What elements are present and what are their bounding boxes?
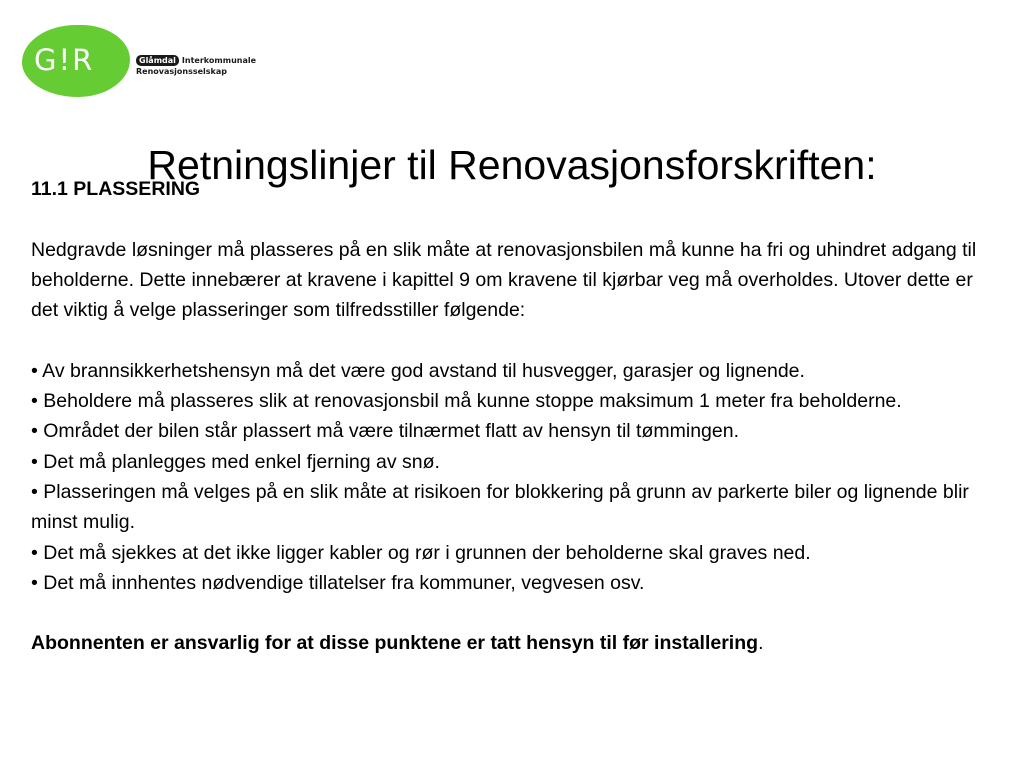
list-item-text: Området der bilen står plassert må være tilnærmet flatt av hensyn til tømmingen. <box>43 420 740 443</box>
spacer <box>31 325 991 355</box>
logo-company-name <box>136 55 256 77</box>
slide-title: Retningslinjer til Renovasjonsforskriften: <box>147 142 877 189</box>
list-item <box>31 568 991 598</box>
spacer <box>31 204 991 234</box>
list-item <box>31 416 991 446</box>
list-item-text: Av brannsikkerhetshensyn må det være god avstand til husvegger, garasjer og lignende. <box>42 359 805 382</box>
closing-statement <box>31 628 991 658</box>
logo-letters: G!R <box>34 43 95 77</box>
section-heading: 11.1 PLASSERING <box>31 178 201 200</box>
gir-logo <box>22 25 272 99</box>
list-item-text: Beholdere må plasseres slik at renovasjonsbil må kunne stoppe maksimum 1 meter fra beholderne. <box>43 390 902 413</box>
logo-line-1 <box>136 55 256 66</box>
list-item-text: Det må innhentes nødvendige tillatelser fra kommuner, vegvesen osv. <box>43 571 645 594</box>
list-item <box>31 477 991 538</box>
list-item-text: Plasseringen må velges på en slik måte at risikoen for blokkering på grunn av parkerte biler og lignende blir minst mulig. <box>31 480 969 534</box>
bullet-icon: • <box>31 450 38 473</box>
closing-bold-text: Abonnenten er ansvarlig for at disse punktene er tatt hensyn til før installering <box>31 632 759 655</box>
bullet-icon: • <box>31 359 38 382</box>
list-item <box>31 386 991 416</box>
list-item <box>31 447 991 477</box>
bullet-icon: • <box>31 390 38 413</box>
closing-period: . <box>758 632 764 655</box>
slide-body <box>31 174 991 659</box>
list-item-text: Det må planlegges med enkel fjerning av snø. <box>43 450 440 473</box>
bullet-icon: • <box>31 541 38 564</box>
list-item-text: Det må sjekkes at det ikke ligger kabler og rør i grunnen der beholderne skal graves ned. <box>43 541 811 564</box>
bullet-icon: • <box>31 420 38 443</box>
requirements-list <box>31 356 991 598</box>
bullet-icon: • <box>31 571 38 594</box>
bullet-icon: • <box>31 480 38 503</box>
logo-line-2: Renovasjonsselskap <box>136 67 227 76</box>
logo-line-1-rest: Interkommunale <box>181 56 257 65</box>
logo-pill-glamdal: Glåmdal <box>136 55 179 66</box>
intro-paragraph: Nedgravde løsninger må plasseres på en slik måte at renovasjonsbilen må kunne ha fri og uhindret adgang til beholderne. Dette innebærer at kravene i kapittel 9 om kravene til kjørbar veg må overholdes. Utover dette er det viktig å velge plasseringer som tilfredsstiller følgende: <box>31 238 977 322</box>
list-item <box>31 356 991 386</box>
spacer <box>31 598 991 628</box>
list-item <box>31 538 991 568</box>
